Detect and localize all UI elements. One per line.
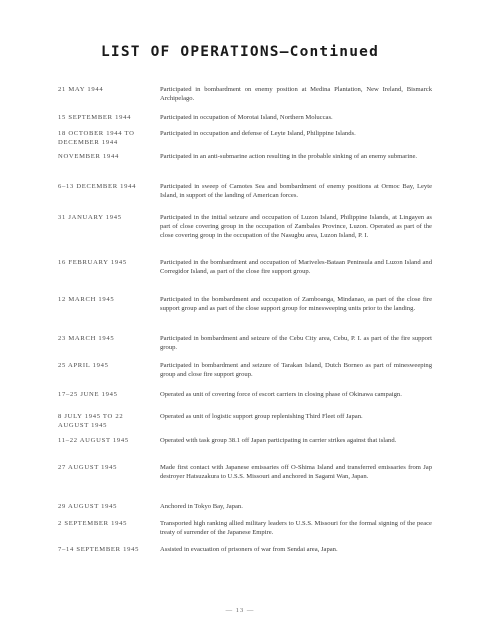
operation-description: Participated in the initial seizure and occupation of Luzon Island, Philippine Islands, at Lingayen as part of close covering group in the occupation of Zambales Province, Luzon. Operated as part of the close covering group in the occupation of the Nasugbu area, Luzon Island, P. I. [160, 214, 432, 239]
operation-date: 17–25 JUNE 1945 [58, 391, 118, 398]
operation-date: 18 OCTOBER 1944 TO DECEMBER 1944 [58, 130, 135, 146]
operation-date: NOVEMBER 1944 [58, 153, 119, 160]
operation-description: Participated in bombardment and seizure of Tarakan Island, Dutch Borneo as part of minesweeping group and close fire support group. [160, 362, 432, 378]
operation-date: 27 AUGUST 1945 [58, 464, 118, 471]
operation-date: 16 FEBRUARY 1945 [58, 259, 127, 266]
operation-description: Transported high ranking allied military leaders to U.S.S. Missouri for the formal signing of the peace treaty of surrender of the Japanese Empire. [160, 520, 432, 536]
operation-date: 29 AUGUST 1945 [58, 503, 118, 510]
operation-date: 7–14 SEPTEMBER 1945 [58, 546, 140, 553]
operation-date: 8 JULY 1945 TO 22 AUGUST 1945 [58, 413, 124, 429]
page-title: LIST OF OPERATIONS—Continued [100, 44, 380, 60]
operation-date: 21 MAY 1944 [58, 86, 104, 93]
operation-description: Participated in bombardment and seizure of the Cebu City area, Cebu, P. I. as part of the fire support group. [160, 335, 432, 351]
operation-description: Participated in the bombardment and occupation of Zamboanga, Mindanao, as part of the close fire support group and as part of the close support group for minesweeping units prior to the landing. [160, 296, 432, 312]
operation-description: Anchored in Tokyo Bay, Japan. [160, 503, 243, 510]
operation-description: Participated in occupation of Morotai Island, Northern Moluccas. [160, 114, 333, 121]
operation-date: 12 MARCH 1945 [58, 296, 115, 303]
operation-description: Participated in occupation and defense of Leyte Island, Philippine Islands. [160, 130, 356, 137]
operation-description: Participated in bombardment on enemy position at Medina Plantation, New Ireland, Bismarck Archipelago. [160, 86, 432, 102]
operation-date: 2 SEPTEMBER 1945 [58, 520, 128, 527]
operation-description: Participated in the bombardment and occupation of Mariveles-Bataan Peninsula and Luzon Island and Corregidor Island, as part of the close fire support group. [160, 259, 432, 275]
operation-description: Operated as unit of logistic support group replenishing Third Fleet off Japan. [160, 413, 363, 420]
operation-description: Participated in sweep of Camotes Sea and bombardment of enemy positions at Ormoc Bay, Leyte Island, in support of the landing of American forces. [160, 183, 432, 199]
operation-date: 11–22 AUGUST 1945 [58, 437, 129, 444]
operation-description: Assisted in evacuation of prisoners of war from Sendai area, Japan. [160, 546, 338, 553]
operation-description: Operated with task group 38.1 off Japan participating in carrier strikes against that island. [160, 437, 397, 444]
operation-date: 6–13 DECEMBER 1944 [58, 183, 137, 190]
operation-date: 15 SEPTEMBER 1944 [58, 114, 132, 121]
operation-description: Participated in an anti-submarine action resulting in the probable sinking of an enemy submarine. [160, 153, 418, 160]
operation-date: 25 APRIL 1945 [58, 362, 109, 369]
page-number: — 13 — [225, 607, 255, 614]
operation-date: 31 JANUARY 1945 [58, 214, 122, 221]
operation-description: Made first contact with Japanese emissaries off O-Shima Island and transferred emissaries from Jap destroyer Hatsuzakura to U.S.S. Missouri and anchored in Sagami Wan, Japan. [160, 464, 432, 480]
operation-date: 23 MARCH 1945 [58, 335, 115, 342]
operation-description: Operated as unit of covering force of escort carriers in closing phase of Okinawa campaign. [160, 391, 402, 398]
